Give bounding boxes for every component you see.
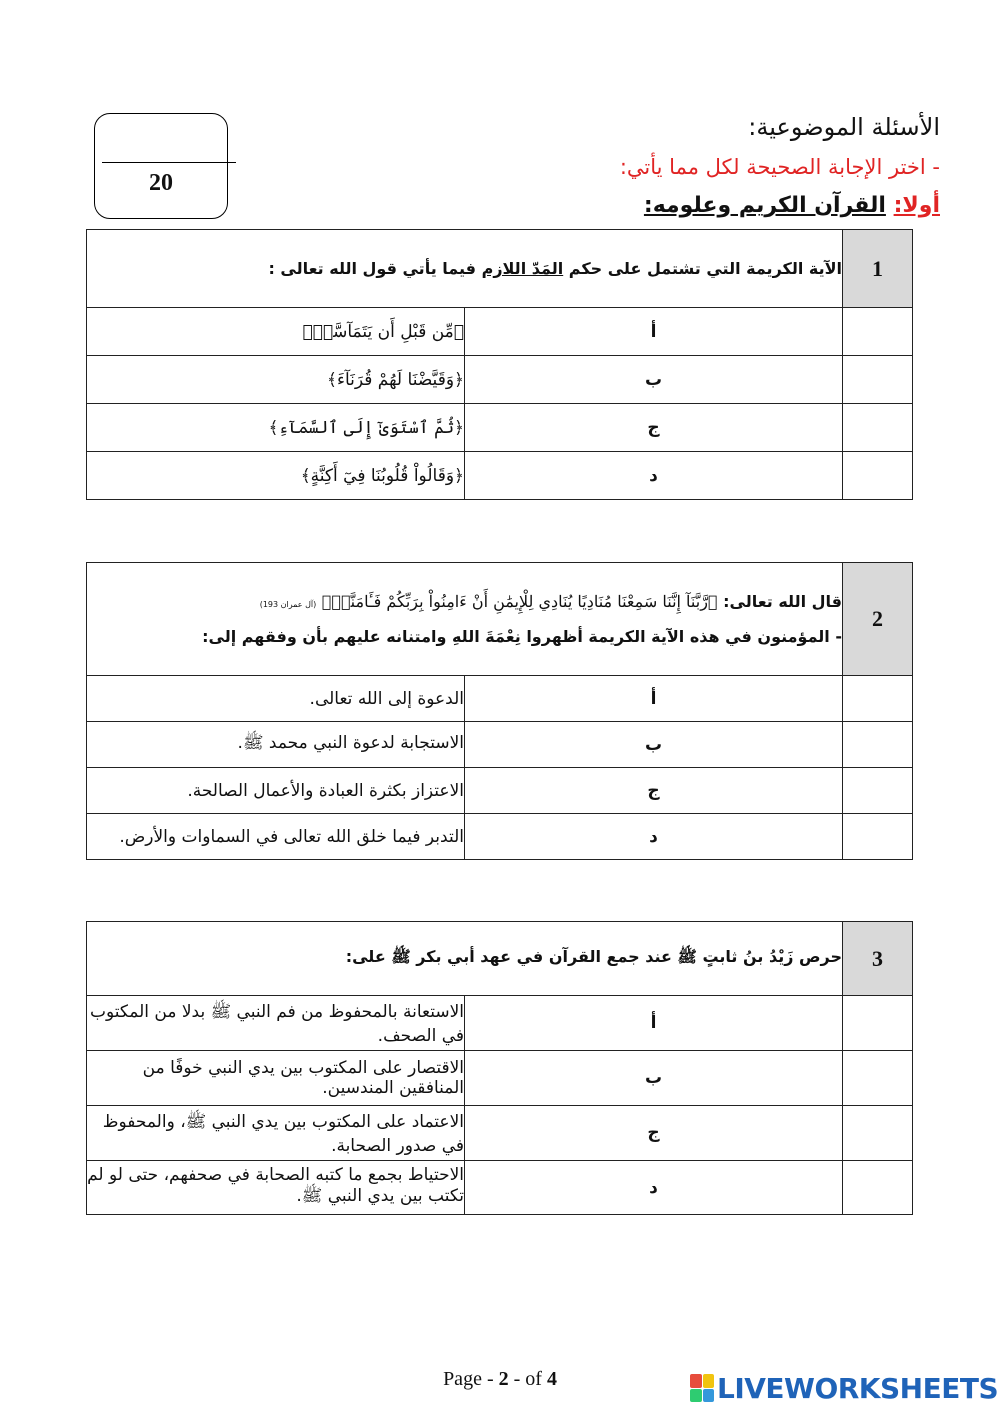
option-text: الدعوة إلى الله تعالى. (87, 676, 465, 722)
score-divider (102, 162, 236, 163)
prompt-underlined: المَدّ اللازم (481, 259, 564, 278)
option-letter: د (465, 1161, 843, 1215)
option-letter: ب (465, 356, 843, 404)
option-letter: ج (465, 404, 843, 452)
page-prefix: Page - (443, 1368, 494, 1390)
answer-slot[interactable] (843, 452, 913, 500)
answer-slot[interactable] (843, 768, 913, 814)
question-prompt (87, 230, 843, 308)
option-text: الاعتماد على المكتوب بين يدي النبي ﷺ، والمحفوظ في صدور الصحابة. (87, 1106, 465, 1161)
answer-row-d (87, 1161, 913, 1215)
question-2-table (86, 562, 913, 860)
question-number: 3 (843, 922, 913, 996)
question-prompt (87, 563, 843, 676)
verse-reference: (آل عمران 193) (259, 600, 317, 609)
prompt-label: قال الله تعالى: (717, 592, 842, 611)
answer-slot[interactable] (843, 814, 913, 860)
prompt-text: الآية الكريمة التي تشتمل على حكم (563, 259, 842, 278)
option-letter: ب (465, 1051, 843, 1106)
option-letter: ج (465, 768, 843, 814)
answer-slot[interactable] (843, 356, 913, 404)
brand-name: LIVEWORKSHEETS (717, 1371, 999, 1405)
option-text: ﴿ثُمَّ ٱسْتَوَىٰٓ إِلَى ٱلسَّمَآءِ﴾ (87, 404, 465, 452)
option-letter: أ (465, 996, 843, 1051)
option-text: ﴿مِّن قَبْلِ أَن يَتَمَآسَّاۚ﴾ (87, 308, 465, 356)
answer-row-a (87, 676, 913, 722)
section-number: أولا: (893, 193, 940, 218)
answer-slot[interactable] (843, 1161, 913, 1215)
answer-slot[interactable] (843, 308, 913, 356)
option-text: الاستجابة لدعوة النبي محمد ﷺ. (87, 722, 465, 768)
answer-row-d (87, 452, 913, 500)
prompt-text: فيما يأتي قول الله تعالى : (268, 259, 482, 278)
option-text: ﴿وَقَالُواْ قُلُوبُنَا فِيٓ أَكِنَّةٍ﴾ (87, 452, 465, 500)
liveworksheets-logo[interactable] (690, 1371, 998, 1405)
answer-row-b (87, 722, 913, 768)
option-text: الاحتياط بجمع ما كتبه الصحابة في صحفهم، حتى لو لم تكتب بين يدي النبي ﷺ. (87, 1161, 465, 1215)
score-box (94, 113, 228, 219)
answer-row-b (87, 1051, 913, 1106)
answer-slot[interactable] (843, 1106, 913, 1161)
question-number: 1 (843, 230, 913, 308)
answer-slot[interactable] (843, 722, 913, 768)
answer-slot[interactable] (843, 676, 913, 722)
prompt-text: - المؤمنون في هذه الآية الكريمة أظهروا نِعْمَةَ اللهِ وامتنانه عليهم بأن وفقهم إلى: (202, 627, 842, 646)
page-title: الأسئلة الموضوعية: (748, 113, 940, 141)
prompt-verse: ﴿رَّبَّنَآ إِنَّنَا سَمِعْنَا مُنَادِيًا يُنَادِي لِلْإِيمَٰنِ أَنْ ءَامِنُواْ بِرَبِّكُمْ فَـَٔامَنَّاۚ﴾ (321, 592, 718, 611)
answer-row-a (87, 996, 913, 1051)
option-text: الاقتصار على المكتوب بين يدي النبي خوفًا من المنافقين المندسين. (87, 1051, 465, 1106)
option-text: الاعتزاز بكثرة العبادة والأعمال الصالحة. (87, 768, 465, 814)
option-text: التدبر فيما خلق الله تعالى في السماوات والأرض. (87, 814, 465, 860)
question-1-table (86, 229, 913, 500)
answer-row-b (87, 356, 913, 404)
answer-slot[interactable] (843, 404, 913, 452)
option-letter: أ (465, 308, 843, 356)
answer-row-c (87, 404, 913, 452)
answer-row-a (87, 308, 913, 356)
option-letter: د (465, 814, 843, 860)
option-text: ﴿وَقَيَّضْنَا لَهُمْ قُرَنَآءَ﴾ (87, 356, 465, 404)
answer-slot[interactable] (843, 996, 913, 1051)
section-heading (644, 193, 940, 218)
section-title: القرآن الكريم وعلومه: (643, 193, 886, 218)
answer-row-c (87, 768, 913, 814)
answer-slot[interactable] (843, 1051, 913, 1106)
answer-row-c (87, 1106, 913, 1161)
option-letter: أ (465, 676, 843, 722)
option-text: الاستعانة بالمحفوظ من فم النبي ﷺ بدلا من المكتوب في الصحف. (87, 996, 465, 1051)
page-of: - of (513, 1368, 542, 1390)
question-3-table (86, 921, 913, 1215)
page-total: 4 (546, 1368, 557, 1390)
option-letter: ب (465, 722, 843, 768)
score-value: 20 (149, 170, 173, 196)
question-number: 2 (843, 563, 913, 676)
answer-row-d (87, 814, 913, 860)
option-letter: ج (465, 1106, 843, 1161)
question-prompt: حرص زَيْدُ بنُ ثابتٍ ﷺ عند جمع القرآن في عهد أبي بكر ﷺ على: (87, 922, 843, 996)
option-letter: د (465, 452, 843, 500)
liveworksheets-icon (690, 1374, 714, 1402)
page-current: 2 (498, 1368, 509, 1390)
instruction-text: - اختر الإجابة الصحيحة لكل مما يأتي: (619, 155, 940, 179)
